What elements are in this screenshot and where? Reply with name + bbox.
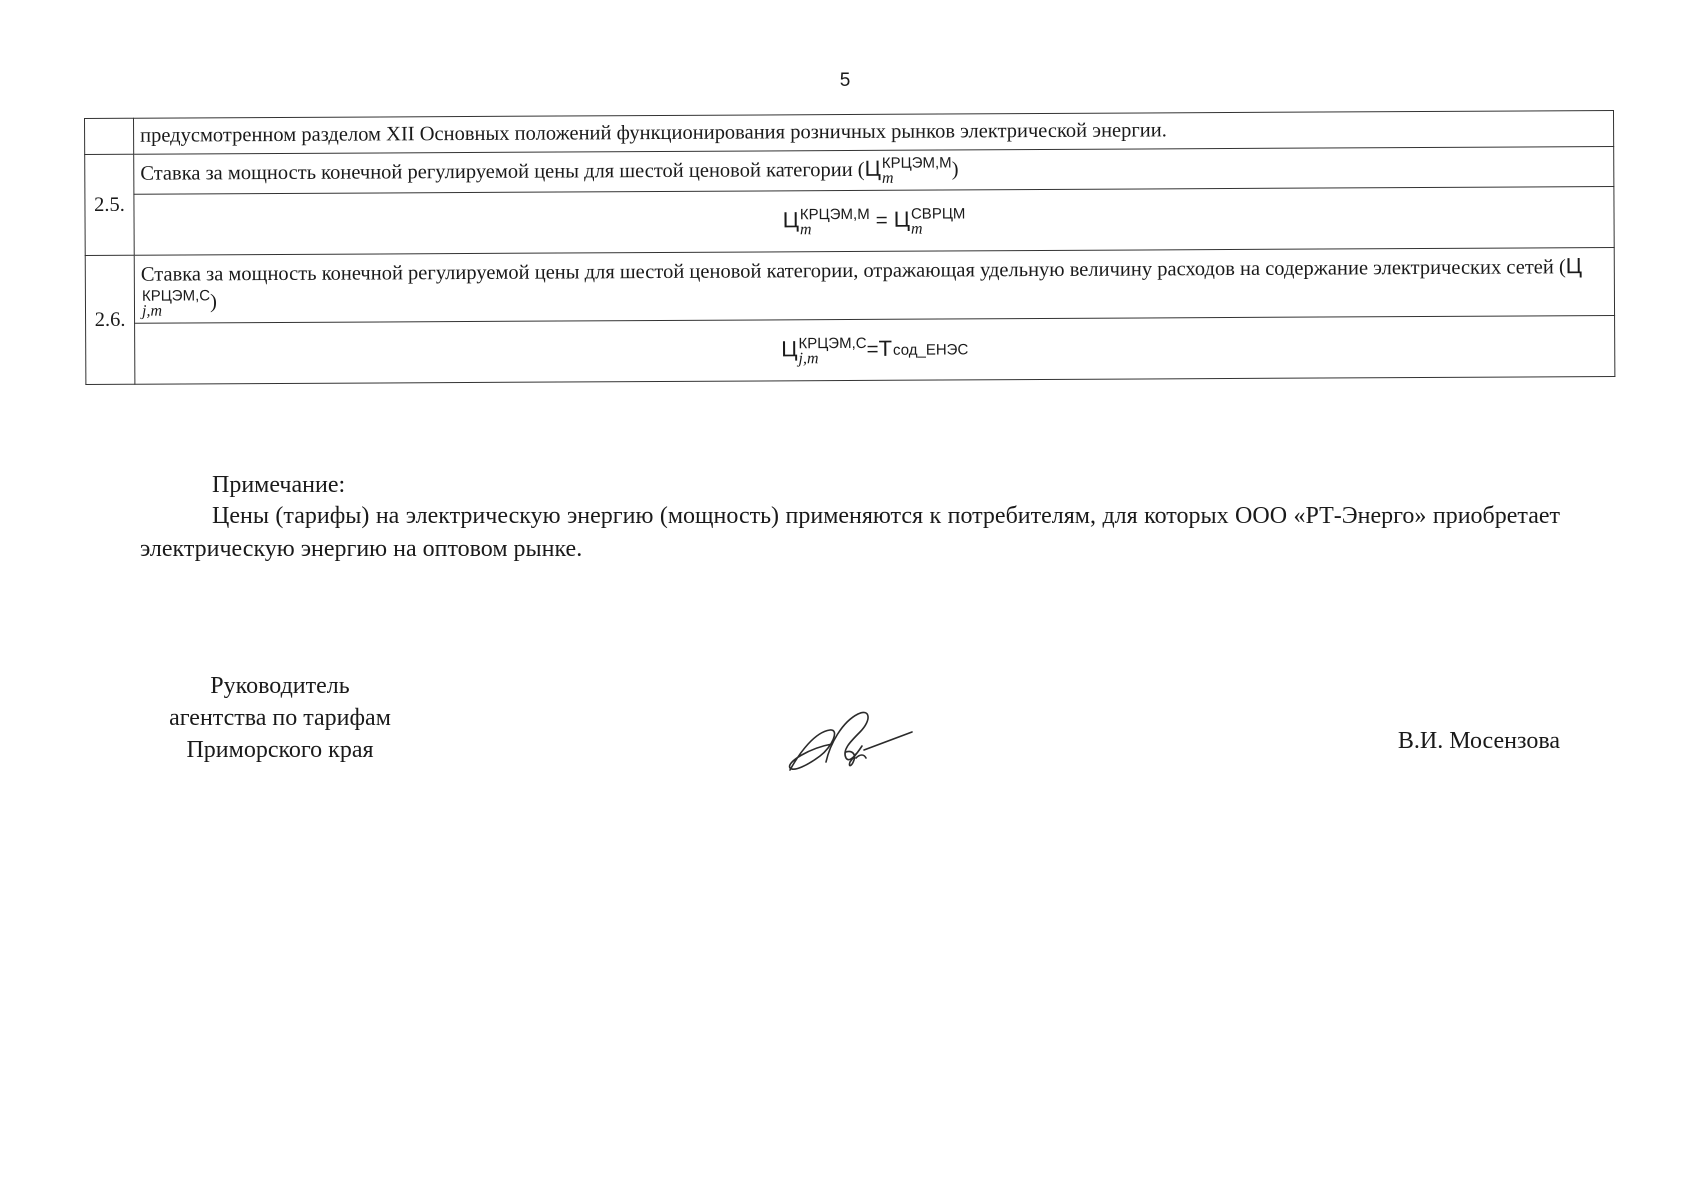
formula-subscript: j,m [798, 349, 819, 367]
formula-superscript: КРЦЭМ,С [798, 334, 867, 352]
formula-superscript: КРЦЭМ,С [141, 287, 211, 305]
formula-cell [135, 316, 1615, 385]
formula-superscript: КРЦЭМ,М [881, 154, 952, 173]
formula-symbol: Ц [782, 207, 799, 233]
formula-symbol: T [878, 335, 893, 361]
signatory-title-line: Приморского края [186, 737, 374, 763]
row-text: ) [951, 158, 959, 181]
handwritten-signature [780, 692, 920, 792]
signatory-name: В.И. Мосензова [1397, 728, 1560, 754]
row-text-cell: предусмотренном разделом XII Основных положений функционирования розничных рынков электрической энергии. [134, 110, 1614, 154]
signatory-title-line: агентства по тарифам [169, 705, 391, 731]
note-body: Цены (тарифы) на электрическую энергию (мощность) применяются к потребителям, для которых ООО «РТ-Энерго» приобретает электрическую энергию на оптовом рынке. [140, 503, 1560, 562]
formula-equals: = [866, 337, 879, 361]
formula-cell [134, 187, 1614, 256]
signatory-title-line: Руководитель [210, 673, 350, 699]
table-row [85, 187, 1614, 256]
formula-subscript: j,m [141, 302, 163, 320]
table-row [86, 316, 1615, 385]
formula-superscript: КРЦЭМ,М [799, 205, 870, 223]
row-number-cell: 2.5. [85, 154, 135, 256]
formula-subscript: m [881, 170, 894, 188]
formula-superscript: сод_ЕНЭС [892, 341, 969, 359]
page-number: 5 [839, 70, 851, 91]
row-number-cell: 2.6. [85, 256, 135, 385]
row-text: Ставка за мощность конечной регулируемой цены для шестой ценовой категории, отражающая удельную величину расходов на содержание электрических сетей ( [140, 256, 1566, 287]
signatory-title [130, 670, 430, 766]
note-title: Примечание: [212, 472, 346, 498]
row-text: ) [210, 291, 217, 314]
row-number-cell [85, 118, 134, 154]
formula-subscript: m [910, 220, 923, 238]
table-row [85, 248, 1614, 324]
formula-symbol: Ц [864, 155, 881, 181]
row-text: Ставка за мощность конечной регулируемой цены для шестой ценовой категории ( [140, 158, 865, 185]
tariff-table [84, 110, 1615, 385]
formula-subscript: m [799, 220, 812, 238]
row-text-cell [134, 248, 1614, 324]
formula-symbol: Ц [1565, 253, 1583, 279]
formula-equals: = [875, 208, 888, 232]
formula-superscript: СВРЦМ [910, 204, 966, 223]
formula-symbol: Ц [893, 206, 911, 232]
formula-symbol: Ц [781, 336, 798, 362]
